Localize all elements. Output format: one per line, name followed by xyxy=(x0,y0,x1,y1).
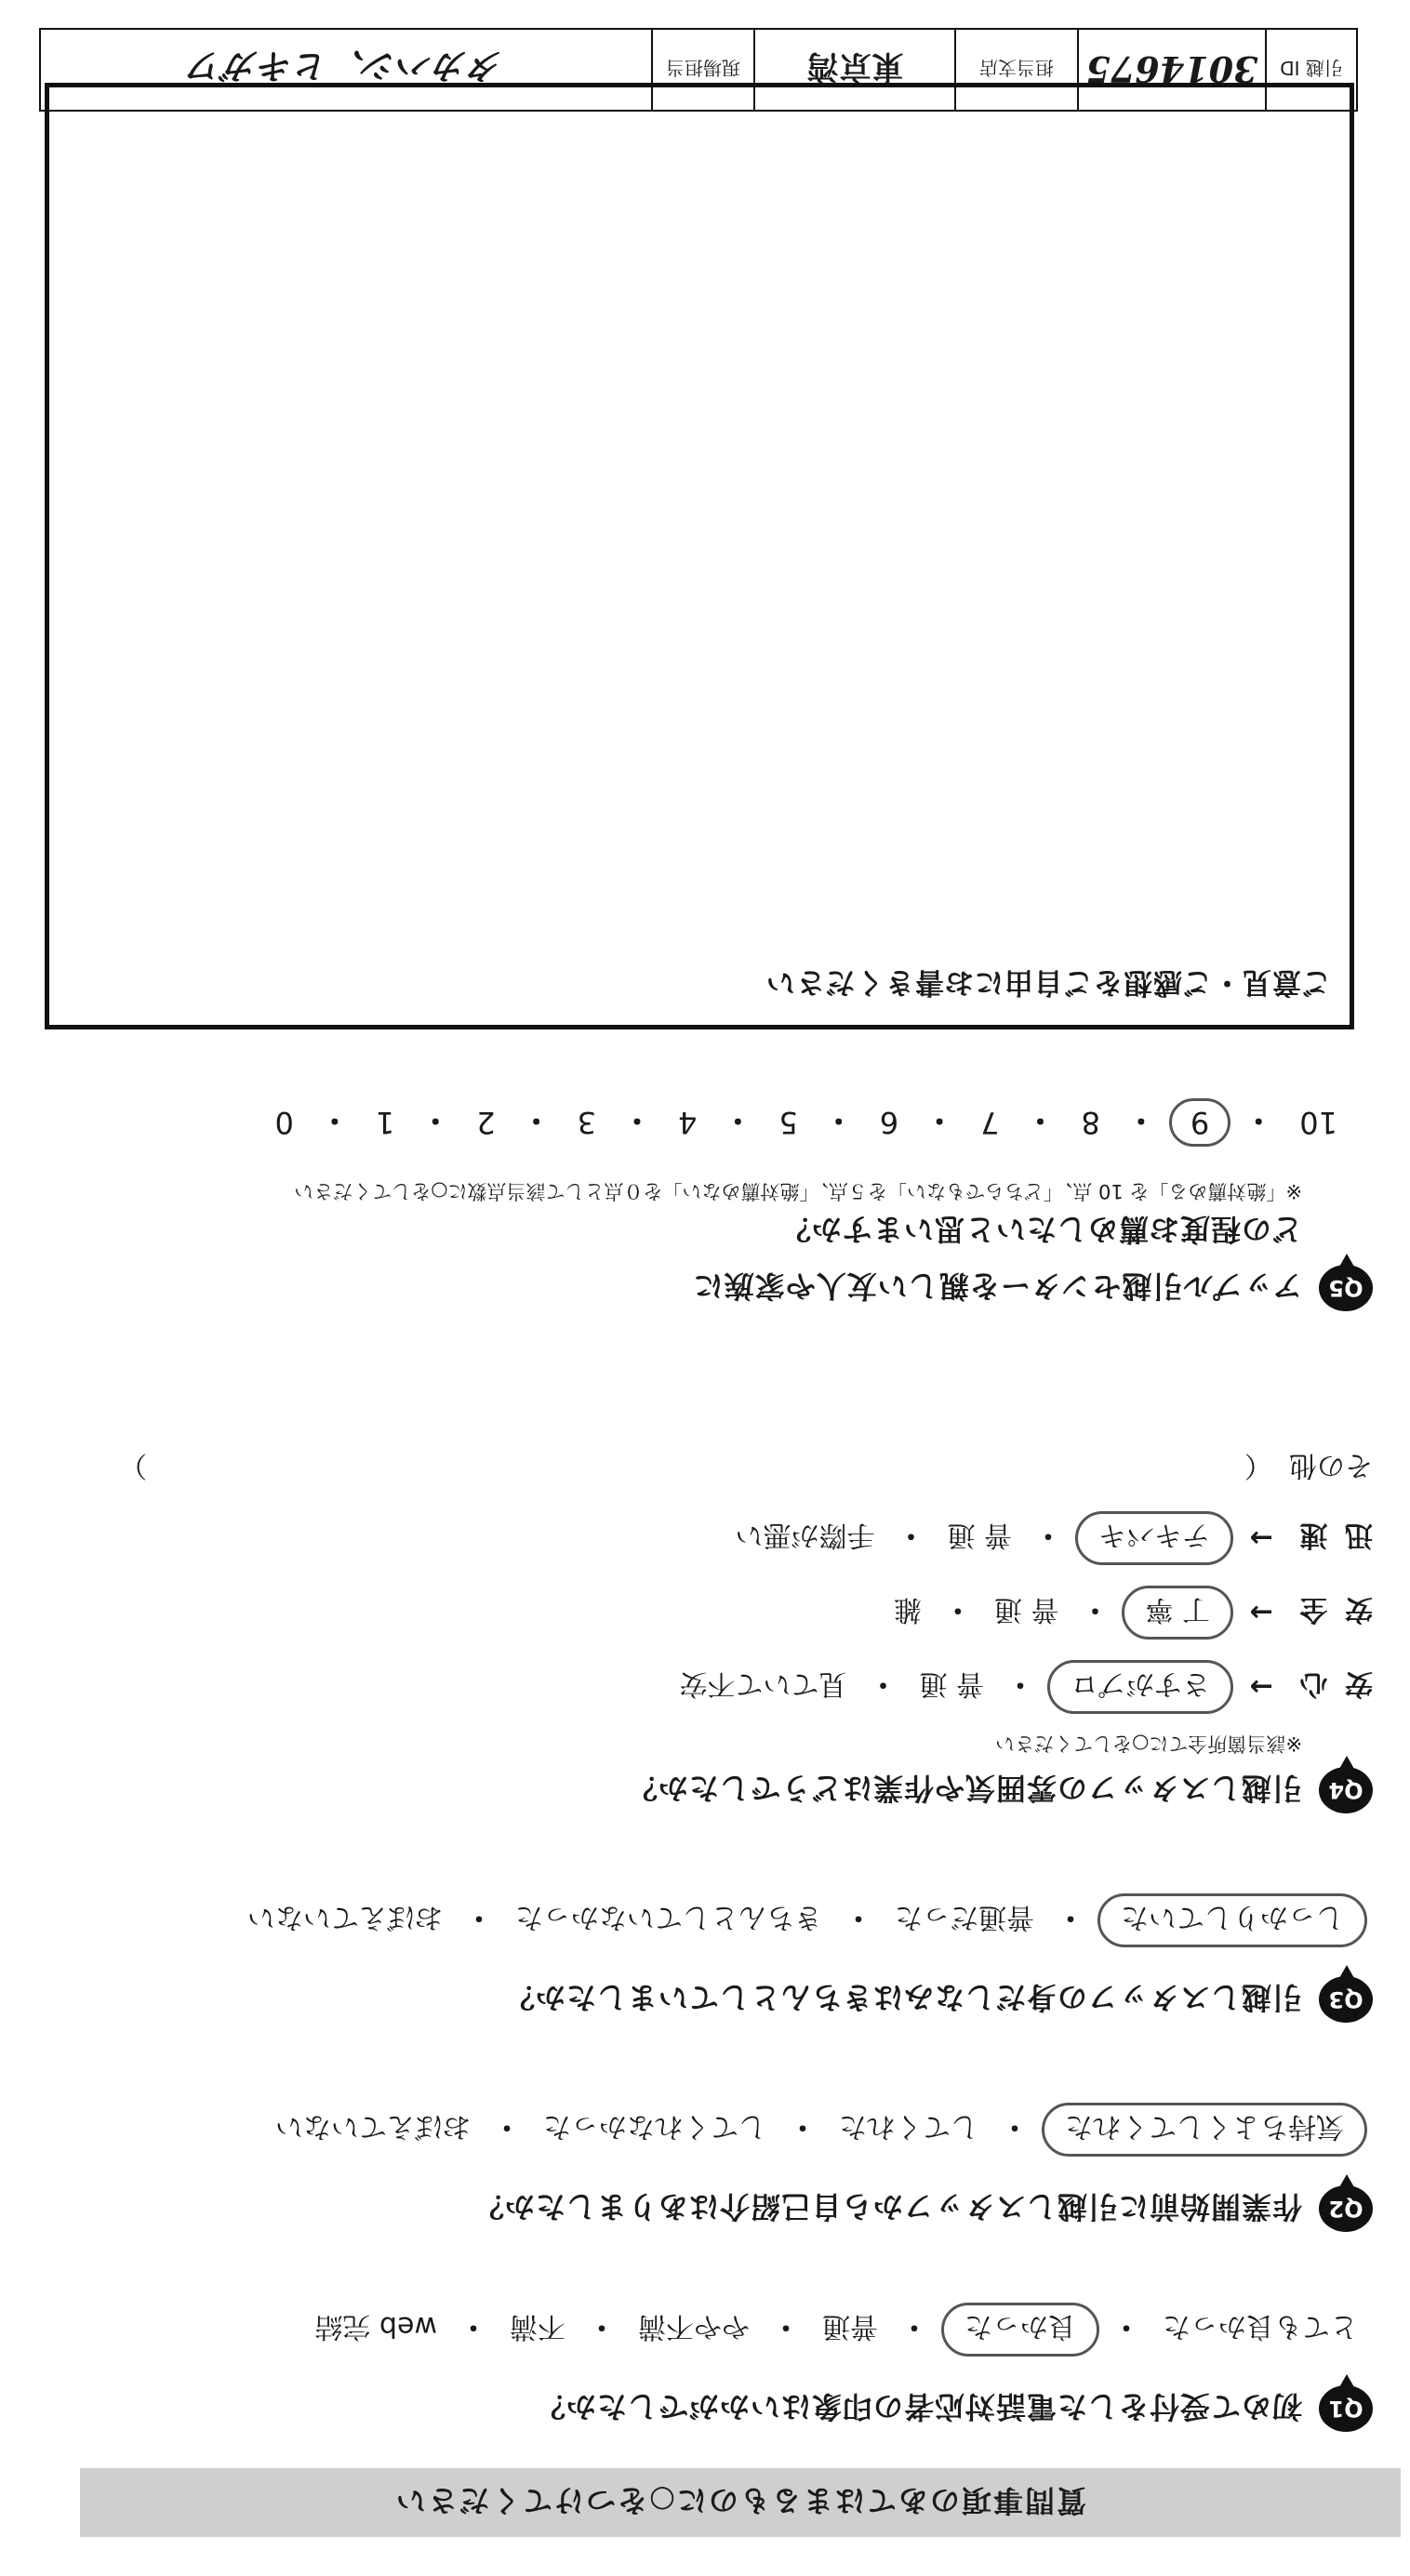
question-3 xyxy=(33,1893,1373,2027)
arrow-icon: → xyxy=(1249,1521,1273,1555)
question-2 xyxy=(33,2103,1373,2237)
q5-scale: 10 ・ 9 ・ 8 ・ 7 ・ 6 ・ 5 ・ 4 ・ 3 ・ 2 ・ 1 ・ 0 xyxy=(33,1098,1350,1147)
paren-open: （ xyxy=(1244,1449,1272,1481)
q1-text: 初めて受付をした電話対応者の印象はいかがでしたか？ xyxy=(534,2389,1302,2424)
score-option[interactable]: 3 xyxy=(577,1105,597,1140)
q4-row-anshin: 安 心 → さすがプロ ・ 普 通 ・ 見ていて不安 xyxy=(33,1660,1373,1714)
score-option[interactable]: 7 xyxy=(980,1105,1000,1140)
q1-option[interactable]: web 完結 xyxy=(314,2310,437,2343)
q1-options: とても良かった ・ 良かった ・ 普通 ・ やや不満 ・ 不満 ・ web 完結 xyxy=(33,2303,1367,2357)
q4-other xyxy=(33,1448,1373,1489)
arrow-icon: → xyxy=(1249,1670,1273,1704)
score-option[interactable]: 1 xyxy=(375,1105,395,1140)
q2-text: 作業開始前に引越しスタッフから自己紹介はありましたか？ xyxy=(472,2189,1302,2224)
q1-option[interactable]: とても良かった xyxy=(1163,2310,1358,2343)
leader-label: 現場担当 xyxy=(651,30,753,110)
score-option[interactable]: 4 xyxy=(678,1105,698,1140)
row-label: 安 全 xyxy=(1296,1593,1373,1626)
score-option[interactable]: 6 xyxy=(879,1105,899,1140)
q2-option[interactable]: してくれた xyxy=(839,2110,978,2143)
comment-title: ご意見・ご感想をご自由にお書きください xyxy=(765,965,1331,999)
q5-badge-icon: Q5 xyxy=(1319,1265,1373,1311)
score-option[interactable]: 2 xyxy=(476,1105,496,1140)
leader-value: タカハシ、ヒキガワ xyxy=(188,46,504,88)
q4-note: ※該当箇所全てに○をしてください xyxy=(995,1733,1302,1755)
q2-option[interactable]: おぼえていない xyxy=(275,2110,471,2143)
score-option[interactable]: 0 xyxy=(274,1105,294,1140)
q4-text: 引越しスタッフの雰囲気や作業はどうでしたか？ xyxy=(626,1771,1302,1806)
q5-text-line1: アップル引越センターを親しい友人や家族に xyxy=(692,1268,1302,1304)
q1-option[interactable]: 普通 xyxy=(822,2310,878,2343)
q4-option[interactable]: 雑 xyxy=(893,1593,922,1626)
comment-box[interactable] xyxy=(45,83,1354,1029)
q3-badge-icon: Q3 xyxy=(1319,1976,1373,2023)
instructions-banner: 質問事項のあてはまるものに○をつけてください xyxy=(80,2468,1401,2537)
score-option-selected[interactable]: 9 xyxy=(1169,1098,1230,1147)
other-input[interactable]: ） xyxy=(119,1449,147,1481)
q4-option-selected[interactable]: 丁 寧 xyxy=(1122,1586,1233,1640)
q5-note: ※「絶対薦める」を 10 点、「どちらでもない」を５点、「絶対薦めない」を０点として該当点数に○をしてください xyxy=(294,1180,1302,1202)
q3-options: しっかりしていた ・ 普通だった ・ きちんとしていなかった ・ おぼえていない xyxy=(33,1893,1367,1947)
q2-option[interactable]: してくれなかった xyxy=(543,2110,766,2143)
id-value: 3014675 xyxy=(1077,30,1265,110)
q2-option-selected[interactable]: 気持ちよくしてくれた xyxy=(1042,2103,1367,2157)
q4-option-selected[interactable]: テキパキ xyxy=(1075,1511,1233,1565)
score-option[interactable]: 10 xyxy=(1299,1105,1337,1140)
q4-option[interactable]: 普 通 xyxy=(947,1519,1012,1551)
q4-option-selected[interactable]: さすがプロ xyxy=(1047,1660,1233,1714)
row-label: 迅 速 xyxy=(1296,1519,1373,1551)
q1-option[interactable]: 不満 xyxy=(510,2310,565,2343)
score-option[interactable]: 5 xyxy=(778,1105,798,1140)
q3-option[interactable]: きちんとしていなかった xyxy=(515,1901,822,1933)
q4-badge-icon: Q4 xyxy=(1319,1767,1373,1813)
arrow-icon: → xyxy=(1249,1596,1273,1629)
q3-option-selected[interactable]: しっかりしていた xyxy=(1097,1893,1367,1947)
q2-options: 気持ちよくしてくれた ・ してくれた ・ してくれなかった ・ おぼえていない xyxy=(33,2103,1367,2157)
id-table xyxy=(39,28,1358,112)
q3-option[interactable]: おぼえていない xyxy=(247,1901,443,1933)
question-4 xyxy=(33,1448,1373,1818)
row-label: 安 心 xyxy=(1296,1667,1373,1700)
question-1 xyxy=(33,2303,1373,2437)
q5-text-line2: どの程度お薦めしたいと思いますか？ xyxy=(779,1212,1302,1247)
q4-row-jinsoku: 迅 速 → テキパキ ・ 普 通 ・ 手際が悪い xyxy=(33,1511,1373,1565)
q1-badge-icon: Q1 xyxy=(1319,2385,1373,2432)
q4-option[interactable]: 普 通 xyxy=(919,1667,984,1700)
id-label: 引越 ID xyxy=(1265,30,1356,110)
branch-label: 担当支店 xyxy=(954,30,1077,110)
score-option[interactable]: 8 xyxy=(1081,1105,1100,1140)
q4-option[interactable]: 見ていて不安 xyxy=(679,1667,847,1700)
question-5 xyxy=(33,1098,1373,1316)
q2-badge-icon: Q2 xyxy=(1319,2185,1373,2232)
q1-option-selected[interactable]: 良かった xyxy=(941,2303,1099,2357)
q4-option[interactable]: 手際が悪い xyxy=(735,1519,875,1551)
q3-option[interactable]: 普通だった xyxy=(895,1901,1034,1933)
q3-text: 引越しスタッフの身だしなみはきちんとしていましたか？ xyxy=(503,1980,1302,2015)
other-label: その他 xyxy=(1289,1449,1373,1481)
q1-option[interactable]: やや不満 xyxy=(638,2310,750,2343)
q4-row-anzen: 安 全 → 丁 寧 ・ 普 通 ・ 雑 xyxy=(33,1586,1373,1640)
q4-option[interactable]: 普 通 xyxy=(993,1593,1059,1626)
branch-value: 東京湾 xyxy=(753,30,954,110)
